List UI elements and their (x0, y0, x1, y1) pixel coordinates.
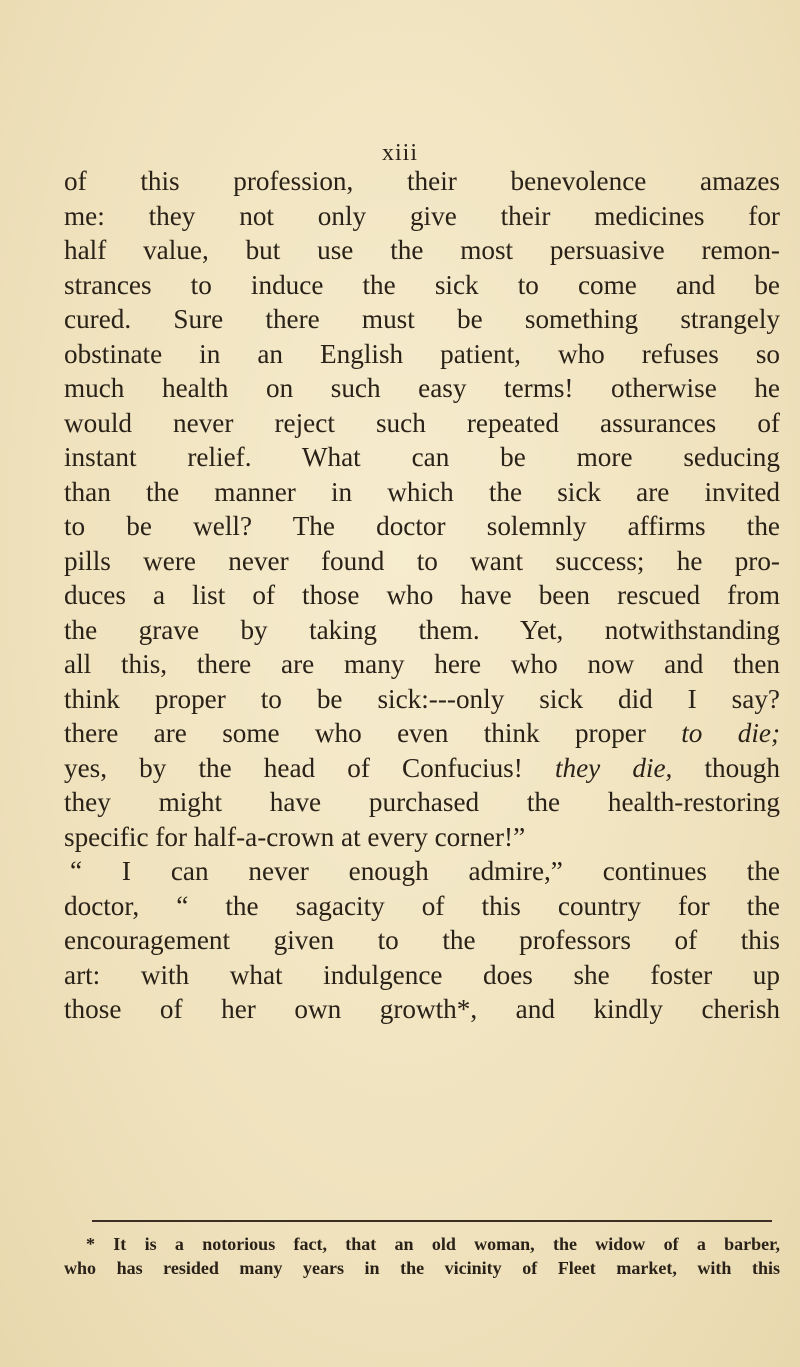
text-line: “ I can never enough admire,” continues the (70, 856, 780, 886)
body-text (64, 164, 780, 1027)
text-line: specific for half-a-crown at every corner!” (64, 821, 526, 852)
text-line: think proper to be sick:---only sick did I say? (64, 683, 780, 714)
text-line: duces a list of those who have been rescued from (64, 580, 780, 610)
text-line: cured. Sure there must be something strangely (64, 304, 780, 334)
footnote-divider (92, 1220, 772, 1222)
text-line: than the manner in which the sick are invited (64, 476, 780, 507)
text-line: obstinate in an English patient, who refuses so (64, 338, 780, 369)
text-line: encouragement given to the professors of this (64, 925, 780, 955)
text-segment: there are some who even think proper (64, 718, 682, 748)
text-line: doctor, “ the sagacity of this country for the (64, 890, 780, 921)
italic-segment: to die; (681, 718, 780, 748)
text-line: half value, but use the most persuasive remon- (64, 235, 780, 265)
text-line: would never reject such repeated assurances of (64, 407, 780, 438)
text-line-italic-mix (64, 716, 780, 751)
footnote-line: * It is a notorious fact, that an old woman, the widow of a barber, (86, 1234, 780, 1254)
text-line: pills were never found to want success; he pro- (64, 545, 780, 576)
text-line: of this profession, their benevolence amazes (64, 166, 780, 196)
text-segment: yes, by the head of Confucius! (64, 752, 555, 783)
text-line: me: they not only give their medicines for (64, 200, 780, 231)
footnote (64, 1232, 780, 1280)
text-line: art: with what indulgence does she foster up (64, 959, 780, 990)
text-segment: though (672, 752, 780, 783)
text-line: those of her own growth*, and kindly cherish (64, 994, 780, 1024)
text-line: the grave by taking them. Yet, notwithstanding (64, 614, 780, 645)
italic-segment: they die, (554, 752, 673, 783)
text-line: they might have purchased the health-restoring (64, 787, 780, 817)
text-line: instant relief. What can be more seducing (64, 442, 780, 472)
text-line: much health on such easy terms! otherwise he (64, 373, 780, 403)
text-line: strances to induce the sick to come and be (64, 269, 780, 300)
text-line-italic-mix (64, 751, 780, 786)
text-line: to be well? The doctor solemnly affirms the (64, 511, 780, 541)
page-number: xiii (381, 140, 418, 166)
footnote-line: who has resided many years in the vicinity of Fleet market, with this (64, 1258, 780, 1278)
text-line: all this, there are many here who now and then (64, 649, 780, 679)
